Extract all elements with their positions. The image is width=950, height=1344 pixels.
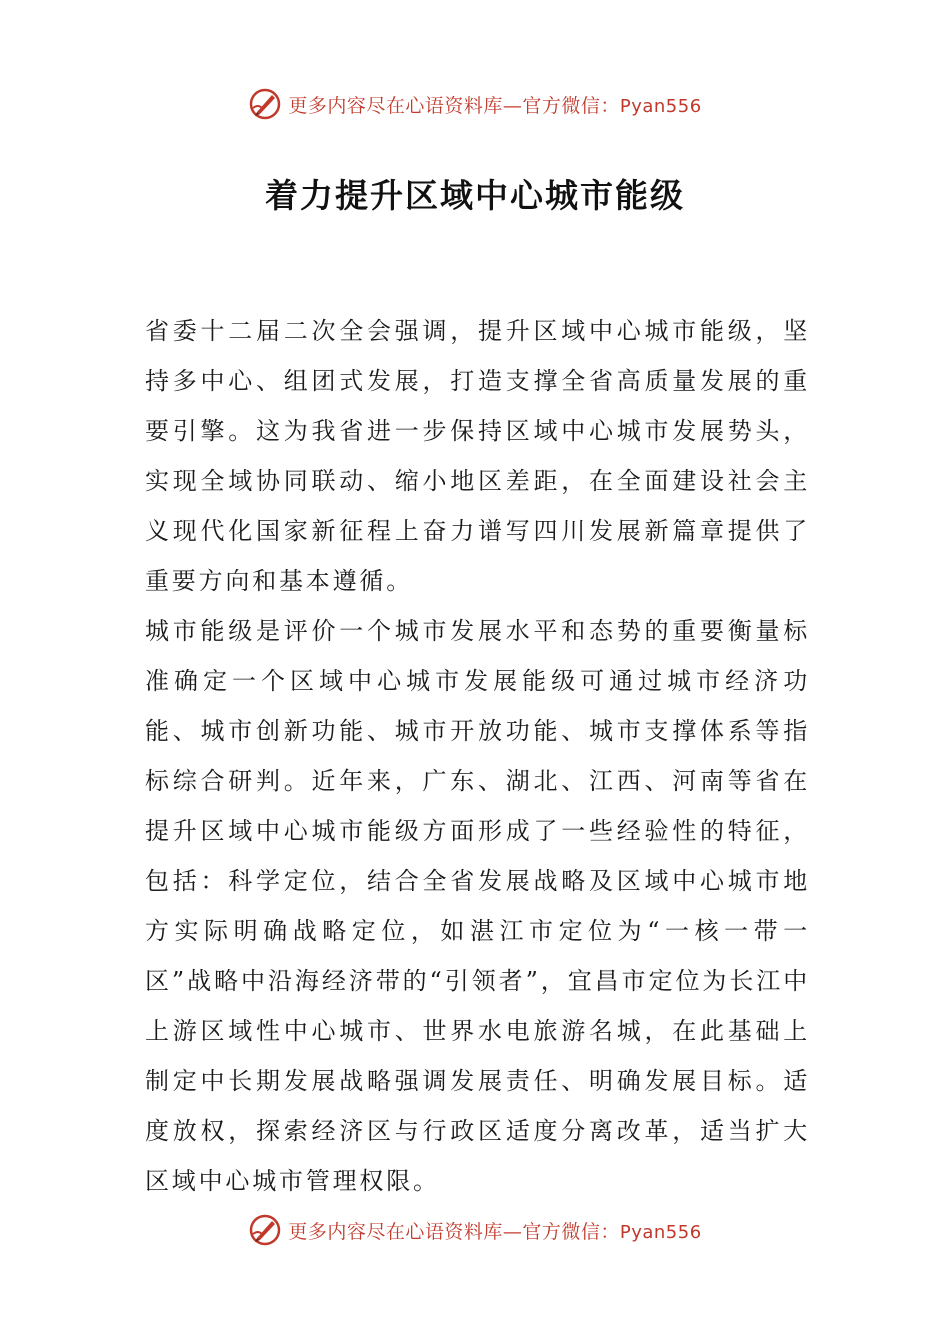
document-body (145, 306, 810, 1206)
paragraph-2: 城市能级是评价一个城市发展水平和态势的重要衡量标准确定一个区域中心城市发展能级可通过城市经济功能、城市创新功能、城市开放功能、城市支撑体系等指标综合研判。近年来，广东、湖北、江西、河南等省在提升区域中心城市能级方面形成了一些经验性的特征，包括：科学定位，结合全省发展战略及区域中心城市地方实际明确战略定位，如湛江市定位为“一核一带一区”战略中沿海经济带的“引领者”，宜昌市定位为长江中上游区域性中心城市、世界水电旅游名城，在此基础上制定中长期发展战略强调发展责任、明确发展目标。适度放权，探索经济区与行政区适度分离改革，适当扩大区域中心城市管理权限。 (145, 617, 810, 1195)
header-watermark-text: 更多内容尽在心语资料库—官方微信：Pyan556 (288, 94, 702, 117)
pen-brush-logo-icon (248, 1213, 282, 1247)
pen-brush-logo-icon (248, 87, 282, 121)
paragraph-1: 省委十二届二次全会强调，提升区域中心城市能级，坚持多中心、组团式发展，打造支撑全省高质量发展的重要引擎。这为我省进一步保持区域中心城市发展势头，实现全域协同联动、缩小地区差距，在全面建设社会主义现代化国家新征程上奋力谱写四川发展新篇章提供了重要方向和基本遵循。 (145, 317, 810, 595)
header-watermark-banner (0, 82, 950, 126)
footer-watermark-banner (0, 1208, 950, 1252)
footer-watermark-text: 更多内容尽在心语资料库—官方微信：Pyan556 (288, 1220, 702, 1243)
document-title: 着力提升区域中心城市能级 (265, 176, 685, 215)
header-wechat-handle: Pyan556 (619, 95, 702, 117)
footer-wechat-handle: Pyan556 (619, 1221, 702, 1243)
